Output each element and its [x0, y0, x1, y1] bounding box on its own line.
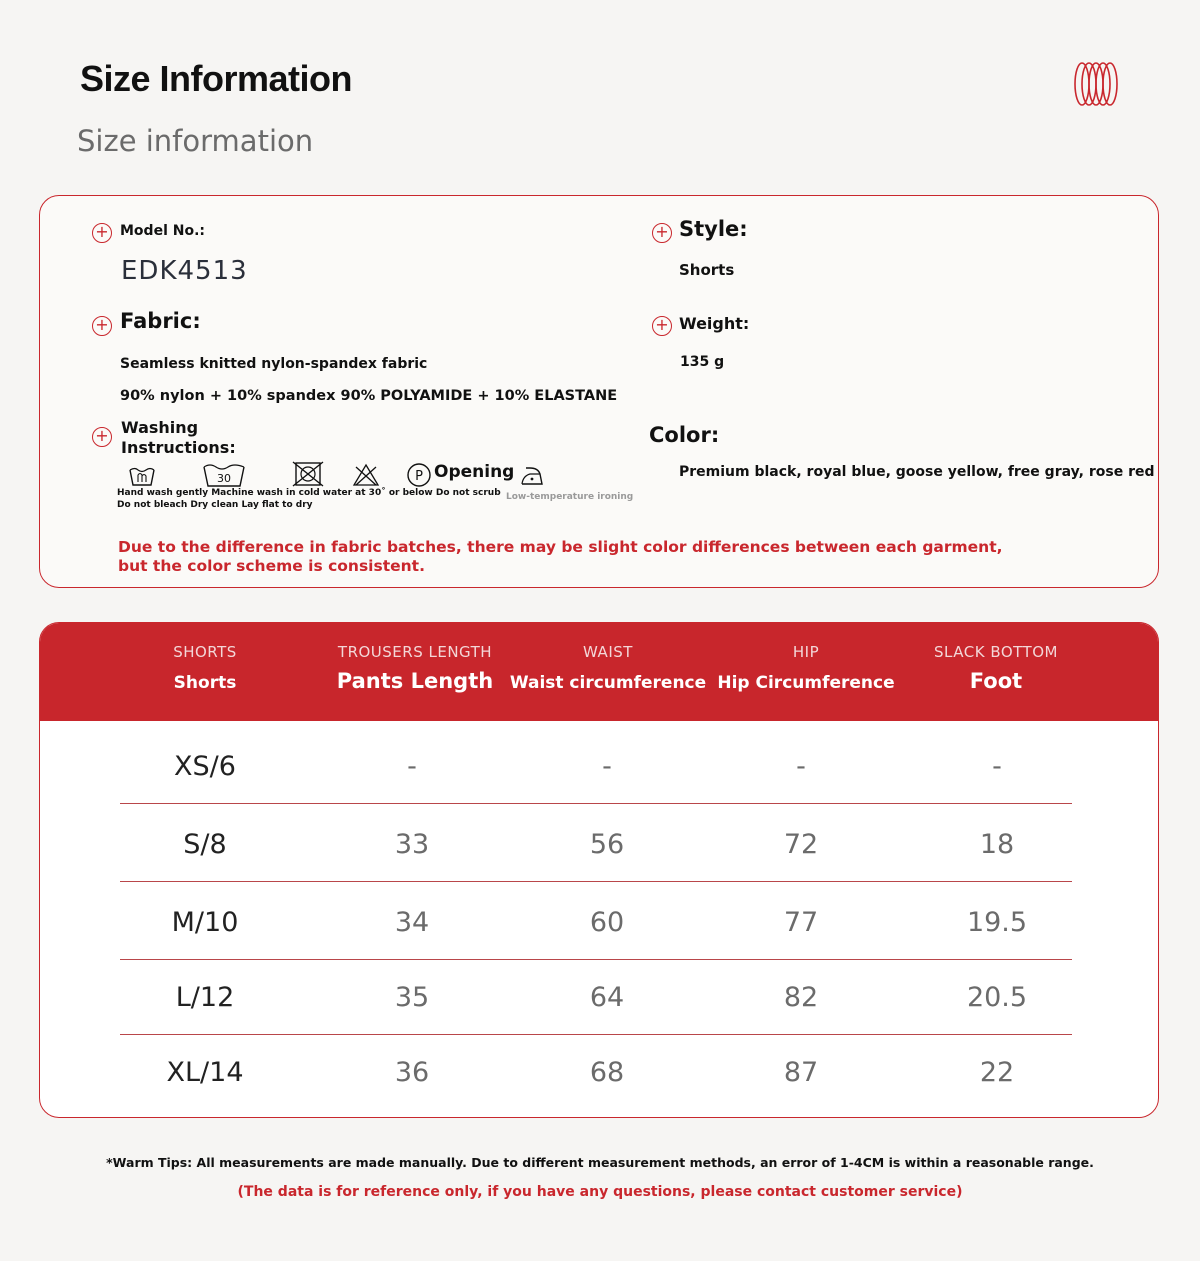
table-header: [40, 623, 1158, 721]
wash-caption-2: Do not bleach Dry clean Lay flat to dry: [117, 500, 313, 510]
hip-cell: 77: [783, 907, 819, 938]
length-cell: 33: [394, 829, 430, 860]
svg-text:P: P: [415, 469, 423, 484]
plus-icon: +: [652, 223, 672, 243]
plus-icon: +: [92, 223, 112, 243]
header-col-size: SHORTS Shorts: [173, 643, 237, 693]
size-cell: L/12: [175, 982, 235, 1013]
foot-cell: 22: [979, 1057, 1015, 1088]
header-col-foot: SLACK BOTTOM Foot: [934, 643, 1058, 693]
style-value: Shorts: [679, 261, 735, 279]
fabric-composition: 90% nylon + 10% spandex 90% POLYAMIDE + 10% ELASTANE: [120, 388, 618, 404]
table-row: [120, 885, 1072, 960]
hip-cell: 82: [783, 982, 819, 1013]
size-cell: XL/14: [166, 1057, 244, 1088]
foot-cell: 19.5: [966, 907, 1028, 938]
foot-cell: 18: [979, 829, 1015, 860]
wash-temp-text: 30: [217, 472, 231, 485]
style-label: Style:: [679, 217, 748, 241]
hip-cell: -: [796, 751, 806, 782]
dry-clean-p-icon: [406, 462, 432, 488]
notice-line2: but the color scheme is consistent.: [118, 557, 425, 575]
color-difference-notice: [118, 538, 1018, 576]
washing-label-line2: Instructions:: [121, 438, 236, 457]
table-row: [120, 729, 1072, 804]
waist-cell: 56: [589, 829, 625, 860]
table-row: [120, 807, 1072, 882]
size-chart-table: [39, 622, 1159, 1118]
brand-logo-icon: [1072, 60, 1120, 108]
washing-label-line1: Washing: [121, 418, 199, 437]
length-cell: 36: [394, 1057, 430, 1088]
wash-caption-1: Hand wash gently Machine wash in cold water at 30˚ or below Do not scrub: [117, 488, 501, 498]
do-not-bleach-icon: [352, 462, 380, 488]
product-info-card: [39, 195, 1159, 588]
foot-cell: -: [992, 751, 1002, 782]
size-cell: M/10: [171, 907, 239, 938]
plus-icon: +: [92, 427, 112, 447]
table-row: [120, 960, 1072, 1035]
reference-note: (The data is for reference only, if you have any questions, please contact customer service): [237, 1184, 963, 1200]
model-value: EDK4513: [121, 256, 248, 286]
warm-tip: *Warm Tips: All measurements are made manually. Due to different measurement methods, an error of 1-4CM is within a reasonable range.: [106, 1155, 1094, 1170]
page-title: Size Information: [80, 58, 353, 99]
plus-icon: +: [652, 316, 672, 336]
size-cell: S/8: [183, 829, 227, 860]
foot-cell: 20.5: [966, 982, 1028, 1013]
waist-cell: 60: [589, 907, 625, 938]
size-cell: XS/6: [174, 751, 236, 782]
length-cell: -: [407, 751, 417, 782]
page-subtitle: Size information: [77, 124, 314, 158]
waist-cell: 68: [589, 1057, 625, 1088]
care-symbols: [117, 462, 640, 522]
hand-wash-icon: [128, 464, 156, 488]
length-cell: 34: [394, 907, 430, 938]
do-not-scrub-icon: [290, 460, 326, 488]
fabric-label: Fabric:: [120, 309, 201, 333]
plus-icon: +: [92, 316, 112, 336]
machine-wash-30-icon: [202, 462, 246, 488]
fabric-description: Seamless knitted nylon-spandex fabric: [120, 356, 428, 372]
table-row: [120, 1035, 1072, 1110]
row-divider: [120, 803, 1072, 804]
row-divider: [120, 881, 1072, 882]
color-value: Premium black, royal blue, goose yellow, free gray, rose red: [679, 464, 1155, 480]
notice-line1: Due to the difference in fabric batches, there may be slight color differences between each garment,: [118, 538, 1003, 556]
model-label: Model No.:: [120, 223, 205, 239]
washing-label: [121, 418, 236, 458]
waist-cell: 64: [589, 982, 625, 1013]
length-cell: 35: [394, 982, 430, 1013]
weight-label: Weight:: [679, 314, 750, 333]
hip-cell: 87: [783, 1057, 819, 1088]
header-col-hip: HIP Hip Circumference: [717, 643, 895, 693]
hip-cell: 72: [783, 829, 819, 860]
weight-value: 135 g: [680, 354, 725, 370]
opening-label: Opening: [434, 462, 515, 482]
waist-cell: -: [602, 751, 612, 782]
low-temp-iron-icon: [518, 462, 546, 488]
header-col-waist: WAIST Waist circumference: [509, 643, 707, 693]
color-label: Color:: [649, 423, 720, 447]
wash-caption-3: Low-temperature ironing: [506, 492, 634, 502]
header-col-length: TROUSERS LENGTH Pants Length: [336, 643, 494, 693]
